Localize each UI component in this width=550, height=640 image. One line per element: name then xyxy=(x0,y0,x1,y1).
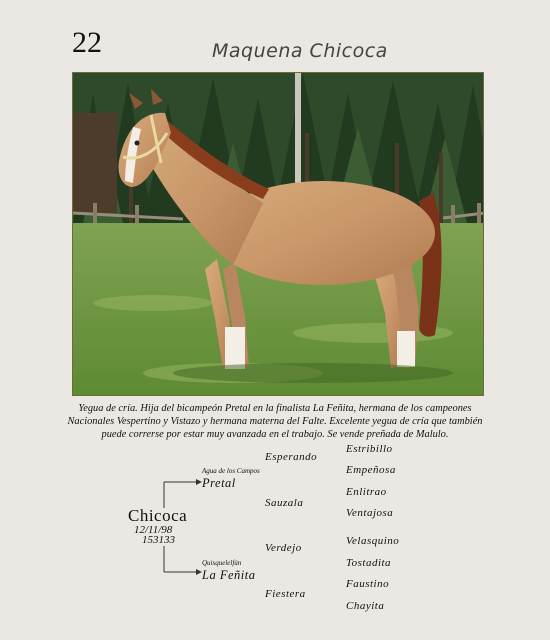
dam-breeder: Quisquelelfún xyxy=(202,559,242,567)
sire-sire-name: Esperando xyxy=(265,451,318,463)
description-text: Yegua de cría. Hija del bicampeón Pretal en la finalista La Feñita, hermana de los campeones Nacionales Vespertino y Vistazo y hermana materna del Falte. Excelente yegua de cría que también puede correrse por estar muy avanzada en el trabajo. Se vende preñada de Malulo. xyxy=(67,403,483,440)
sire-dam-name: Sauzala xyxy=(265,497,304,509)
dam-name: La Feñita xyxy=(202,568,256,582)
sire-breeder: Agua de los Campos xyxy=(202,467,260,475)
horse-photo xyxy=(72,72,484,396)
dam-sire-name: Verdejo xyxy=(265,542,302,554)
ggp-1: Estribillo xyxy=(346,443,393,455)
horse-title: Maquena Chicoca xyxy=(212,40,388,62)
lot-number: 22 xyxy=(72,26,102,59)
ggp-5: Velasquino xyxy=(346,535,400,547)
ggp-2: Empeñosa xyxy=(346,464,396,476)
ggp-3: Enlitrao xyxy=(346,486,387,498)
ggp-6: Tostadita xyxy=(346,557,392,569)
registration-number: 153133 xyxy=(142,534,175,546)
sire-name: Pretal xyxy=(202,476,236,490)
ggp-4: Ventajosa xyxy=(346,507,394,519)
birth-date: 12/11/98 xyxy=(134,524,173,536)
ggp-8: Chayita xyxy=(346,600,385,612)
dam-dam-name: Fiestera xyxy=(265,588,306,600)
horse-name: Chicoca xyxy=(128,506,188,525)
ggp-7: Faustino xyxy=(346,578,390,590)
